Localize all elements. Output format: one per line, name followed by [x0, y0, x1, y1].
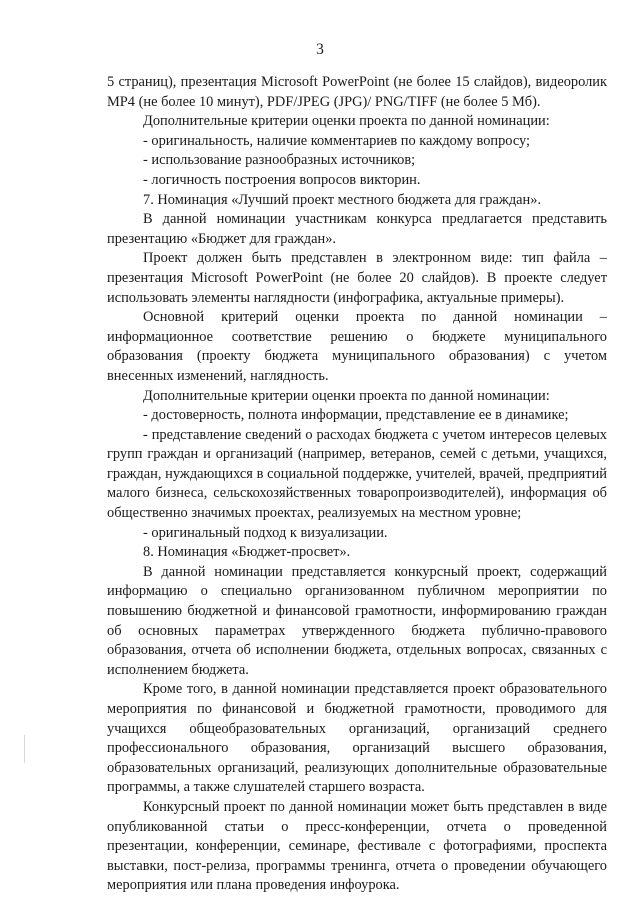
paragraph: В данной номинации участникам конкурса предлагается представить презентацию «Бюджет для граждан». — [107, 211, 607, 247]
scan-artifact-line — [24, 735, 25, 763]
list-item: - оригинальный подход к визуализации. — [143, 524, 388, 541]
paragraph: Проект должен быть представлен в электронном виде: тип файла – презентация Microsoft PowerPoint (не более 20 слайдов). В проекте следует использовать элементы наглядности (инфографика, актуальные примеры). — [107, 250, 607, 306]
paragraph: Конкурсный проект по данной номинации может быть представлен в виде опубликованной статьи о пресс-конференции, отчета о проведенной презентации, конференции, семинаре, фестивале с фотографиями, проспекта выставки, пост-релиза, программы тренинга, отчета о проведении обучающего мероприятия или плана проведения инфоурока. — [107, 798, 607, 894]
list-item: - представление сведений о расходах бюджета с учетом интересов целевых групп граждан и организаций (например, ветеранов, семей с детьми, учащихся, граждан, нуждающихся в социальной поддержке, учителей, врачей, предприятий малого бизнеса, сельскохозяйственных товаропроизводителей), информация об общественно значимых проектах, реализуемых на местном уровне; — [107, 426, 607, 522]
nomination-heading-7: 7. Номинация «Лучший проект местного бюджета для граждан». — [143, 191, 542, 208]
list-item: - оригинальность, наличие комментариев по каждому вопросу; — [143, 132, 531, 149]
list-item: - достоверность, полнота информации, представление ее в динамике; — [143, 407, 569, 424]
document-body — [107, 73, 607, 896]
page-number: 3 — [316, 41, 324, 58]
paragraph: Кроме того, в данной номинации представляется проект образовательного мероприятия по финансовой и бюджетной грамотности, проводимого для учащихся общеобразовательных организаций, организаций среднего профессионального образования, организаций высшего образования, образовательных организаций, реализующих дополнительные образовательные программы, а также слушателей старшего возраста. — [107, 681, 607, 796]
paragraph: В данной номинации представляется конкурсный проект, содержащий информацию о специально организованном публичном мероприятии по повышению бюджетной и финансовой грамотности, информированию граждан об основных параметрах утвержденного бюджета публично-правового образования, отчета об исполнении бюджета, отдельных вопросах, связанных с исполнением бюджета. — [107, 563, 607, 678]
list-item: - логичность построения вопросов викторин. — [143, 171, 421, 188]
paragraph: Основной критерий оценки проекта по данной номинации – информационное соответствие решению о бюджете муниципального образования (проекту бюджета муниципального образования) с учетом внесенных изменений, наглядность. — [107, 309, 607, 384]
paragraph-continuation: 5 страниц), презентация Microsoft PowerPoint (не более 15 слайдов), видеоролик MP4 (не более 10 минут), PDF/JPEG (JPG)/ PNG/TIFF (не более 5 Мб). — [107, 74, 607, 110]
paragraph-criteria-heading: Дополнительные критерии оценки проекта по данной номинации: — [143, 387, 550, 404]
paragraph-criteria-heading: Дополнительные критерии оценки проекта по данной номинации: — [143, 113, 550, 130]
list-item: - использование разнообразных источников; — [143, 152, 416, 169]
nomination-heading-8: 8. Номинация «Бюджет-просвет». — [143, 544, 351, 561]
